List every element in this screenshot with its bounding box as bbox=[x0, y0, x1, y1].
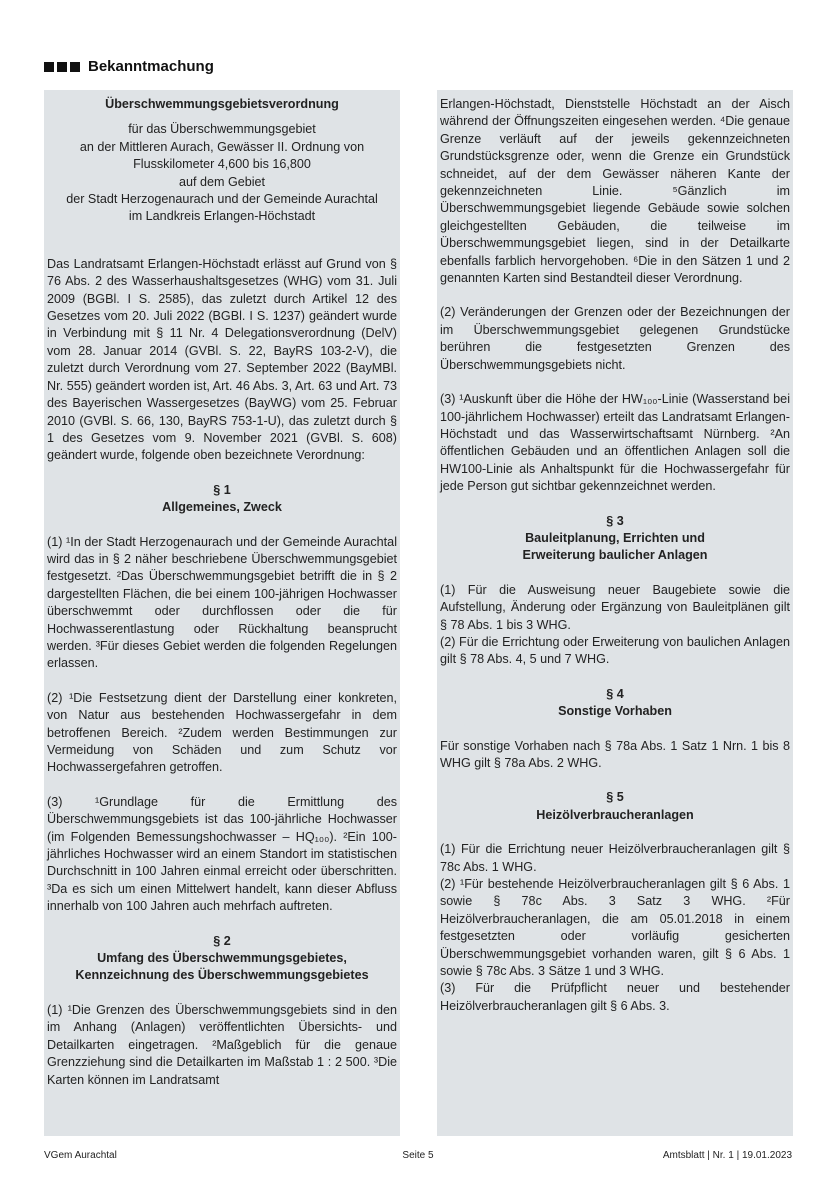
intro-line: für das Überschwemmungsgebiet bbox=[128, 122, 316, 137]
section-1-title: Allgemeines, Zweck bbox=[162, 500, 282, 515]
section-2-continuation: Erlangen-Höchstadt, Dienststelle Höchstadt an der Aisch während der Öffnungszeiten eingesehen werden. ⁴Die genaue Grenze verläuft auf der jeweils gekennzeichneten Grundstücksgrenze oder, wenn die Grenze ein Grundstück schneidet, auf der dem Gewässer näheren Kante der gekennzeichneten Linie. ⁵Gänzlich im Überschwemmungsgebiet liegende Gebäude sowie solchen gleichgestellten Gebäuden, die teilweise im Überschwemmungsgebiet liegen, sind in der Detailkarte ebenfalls farblich hervorgehoben. ⁶Die in den Sätzen 1 und 2 genannten Karten sind Bestandteil dieser Verordnung. bbox=[440, 97, 790, 286]
document-title: Überschwemmungsgebietsverordnung bbox=[105, 97, 339, 111]
section-3-title-line-1: Bauleitplanung, Errichten und bbox=[525, 530, 705, 545]
section-4-title: Sonstige Vorhaben bbox=[558, 704, 672, 719]
section-5-title: Heizölverbraucheranlagen bbox=[536, 807, 694, 822]
section-2-title-line-1: Umfang des Überschwemmungsgebietes, bbox=[97, 951, 347, 966]
section-1-number: § 1 bbox=[213, 482, 231, 497]
intro-line: der Stadt Herzogenaurach und der Gemeinde Aurachtal bbox=[66, 192, 378, 207]
section-5-paragraph-3: (3) Für die Prüfpflicht neuer und bestehender Heizölverbraucheranlagen gilt § 6 Abs. 3. bbox=[440, 981, 790, 1013]
section-4-paragraph-1: Für sonstige Vorhaben nach § 78a Abs. 1 Satz 1 Nrn. 1 bis 8 WHG gilt § 78a Abs. 2 WHG. bbox=[440, 738, 790, 770]
section-5-paragraph-2: (2) ¹Für bestehende Heizölverbraucheranlagen gilt § 6 Abs. 1 sowie § 78c Abs. 3 Satz 3 WHG. ²Für Heizölverbraucheranlagen, die am 05.01.2018 in einem festgesetzten oder vorläufig gesicherten Überschwemmungsgebiet vorhanden waren, gilt § 6 Abs. 1 sowie § 78c Abs. 3 Sätze 1 und 3 WHG. bbox=[440, 877, 790, 979]
section-2-title-line-2: Kennzeichnung des Überschwemmungsgebietes bbox=[75, 968, 369, 983]
footer-page-number: Seite 5 bbox=[402, 1150, 434, 1161]
footer-publisher: VGem Aurachtal bbox=[44, 1150, 117, 1161]
section-1-paragraph-2: (2) ¹Die Festsetzung dient der Darstellung einer konkreten, von Natur aus bestehenden Hochwassergefahr in dem betroffenen Bereich. ²Zudem werden Bestimmungen zur Vermeidung von Schäden und zum Schutz vor Hochwassergefahren getroffen. bbox=[47, 690, 397, 775]
section-4-number: § 4 bbox=[606, 686, 624, 701]
section-3-paragraph-1: (1) Für die Ausweisung neuer Baugebiete sowie die Aufstellung, Änderung oder Ergänzung von Bauleitplänen gilt § 78 Abs. 1 bis 3 WHG. bbox=[440, 582, 790, 632]
section-5-paragraph-1: (1) Für die Errichtung neuer Heizölverbraucheranlagen gilt § 78c Abs. 1 WHG. bbox=[440, 842, 790, 874]
intro-line: an der Mittleren Aurach, Gewässer II. Ordnung von bbox=[79, 139, 365, 154]
footer-issue-info: Amtsblatt | Nr. 1 | 19.01.2023 bbox=[662, 1150, 792, 1161]
section-5-number: § 5 bbox=[606, 790, 624, 805]
section-2-number: § 2 bbox=[213, 933, 231, 948]
section-1-paragraph-3: (3) ¹Grundlage für die Ermittlung des Überschwemmungsgebiets ist das 100-jährliche Hochwasser (im Folgenden Bemessungshochwasser – HQ₁₀₀). ²Ein 100-jährliches Hochwasser wird an einem Standort im statistischen Durchschnitt in 100 Jahren einmal erreicht oder überschritten. ³Da es sich um einen Mittelwert handelt, kann dieser Abfluss innerhalb von 100 Jahren auch mehrfach auftreten. bbox=[47, 794, 397, 914]
section-3-paragraph-2: (2) Für die Errichtung oder Erweiterung von baulichen Anlagen gilt § 78 Abs. 4, 5 und 7 WHG. bbox=[440, 634, 790, 667]
intro-line: Flusskilometer 4,600 bis 16,800 bbox=[133, 157, 311, 172]
section-3-number: § 3 bbox=[606, 513, 624, 528]
section-title: Bekanntmachung bbox=[88, 58, 214, 75]
intro-line: auf dem Gebiet bbox=[178, 174, 266, 189]
section-1-paragraph-1: (1) ¹In der Stadt Herzogenaurach und der Gemeinde Aurachtal wird das in § 2 näher beschriebene Überschwemmungsgebiet festgesetzt. ²Das Überschwemmungsgebiet betrifft die in § 2 dargestellten Flächen, die bei einem 100-jährigen Hochwasser überschwemmt oder durchflossen oder die für Hochwasserentlastung oder Rückhaltung beansprucht werden. ³Für dieses Gebiet werden die folgenden Regelungen erlassen. bbox=[47, 534, 397, 671]
intro-line: im Landkreis Erlangen-Höchstadt bbox=[128, 209, 316, 224]
section-3-title-line-2: Erweiterung baulicher Anlagen bbox=[522, 548, 708, 563]
section-2-paragraph-2: (2) Veränderungen der Grenzen oder der Bezeichnungen der im Überschwemmungsgebiet gelegenen Grundstücke berühren die festgesetzten Grenzen des Überschwemmungsgebiets nicht. bbox=[440, 305, 790, 372]
header-squares-icon bbox=[44, 62, 80, 72]
right-column bbox=[437, 90, 793, 1136]
preamble-paragraph: Das Landratsamt Erlangen-Höchstadt erlässt auf Grund von § 76 Abs. 2 des Wasserhaushaltsgesetzes (WHG) vom 31. Juli 2009 (BGBl. I S. 2585), das zuletzt durch Artikel 12 des Gesetzes vom 20. Juli 2022 (BGBl. I S. 1237) geändert wurde in Verbindung mit § 11 Nr. 4 Delegationsverordnung (DelV) vom 28. Januar 2014 (GVBl. S. 22, BayRS 103-2-V), die zuletzt durch Verordnung vom 27. September 2022 (BayMBl. Nr. 555) geändert worden ist, Art. 46 Abs. 3, Art. 63 und Art. 73 des Bayerischen Wassergesetzes (BayWG) vom 25. Februar 2010 (GVBl. S. 66, 130, BayRS 753-1-U), das zuletzt durch § 1 des Gesetzes vom 9. November 2021 (GVBl. S. 608) geändert wurde, folgende oben bezeichnete Verordnung: bbox=[47, 256, 397, 463]
section-2-paragraph-1: (1) ¹Die Grenzen des Überschwemmungsgebiets sind in den im Anhang (Anlagen) veröffentlichten Übersichts- und Detailkarten eingetragen. ²Maßgeblich für die genaue Grenzziehung sind die Detailkarten im Maßstab 1 : 2 500. ³Die Karten können im Landratsamt bbox=[47, 1002, 397, 1087]
left-column bbox=[44, 90, 400, 1136]
section-header bbox=[44, 58, 214, 75]
section-2-paragraph-3: (3) ¹Auskunft über die Höhe der HW₁₀₀-Linie (Wasserstand bei 100-jährlichem Hochwasser) erteilt das Landratsamt Erlangen-Höchstadt und das Wasserwirtschaftsamt Nürnberg. ²An öffentlichen Gebäuden und an öffentlichen Anlagen soll die HW100-Linie als Anhaltspunkt für die Hochwassergefahr für jede Person gut sichtbar gekennzeichnet werden. bbox=[440, 392, 790, 494]
